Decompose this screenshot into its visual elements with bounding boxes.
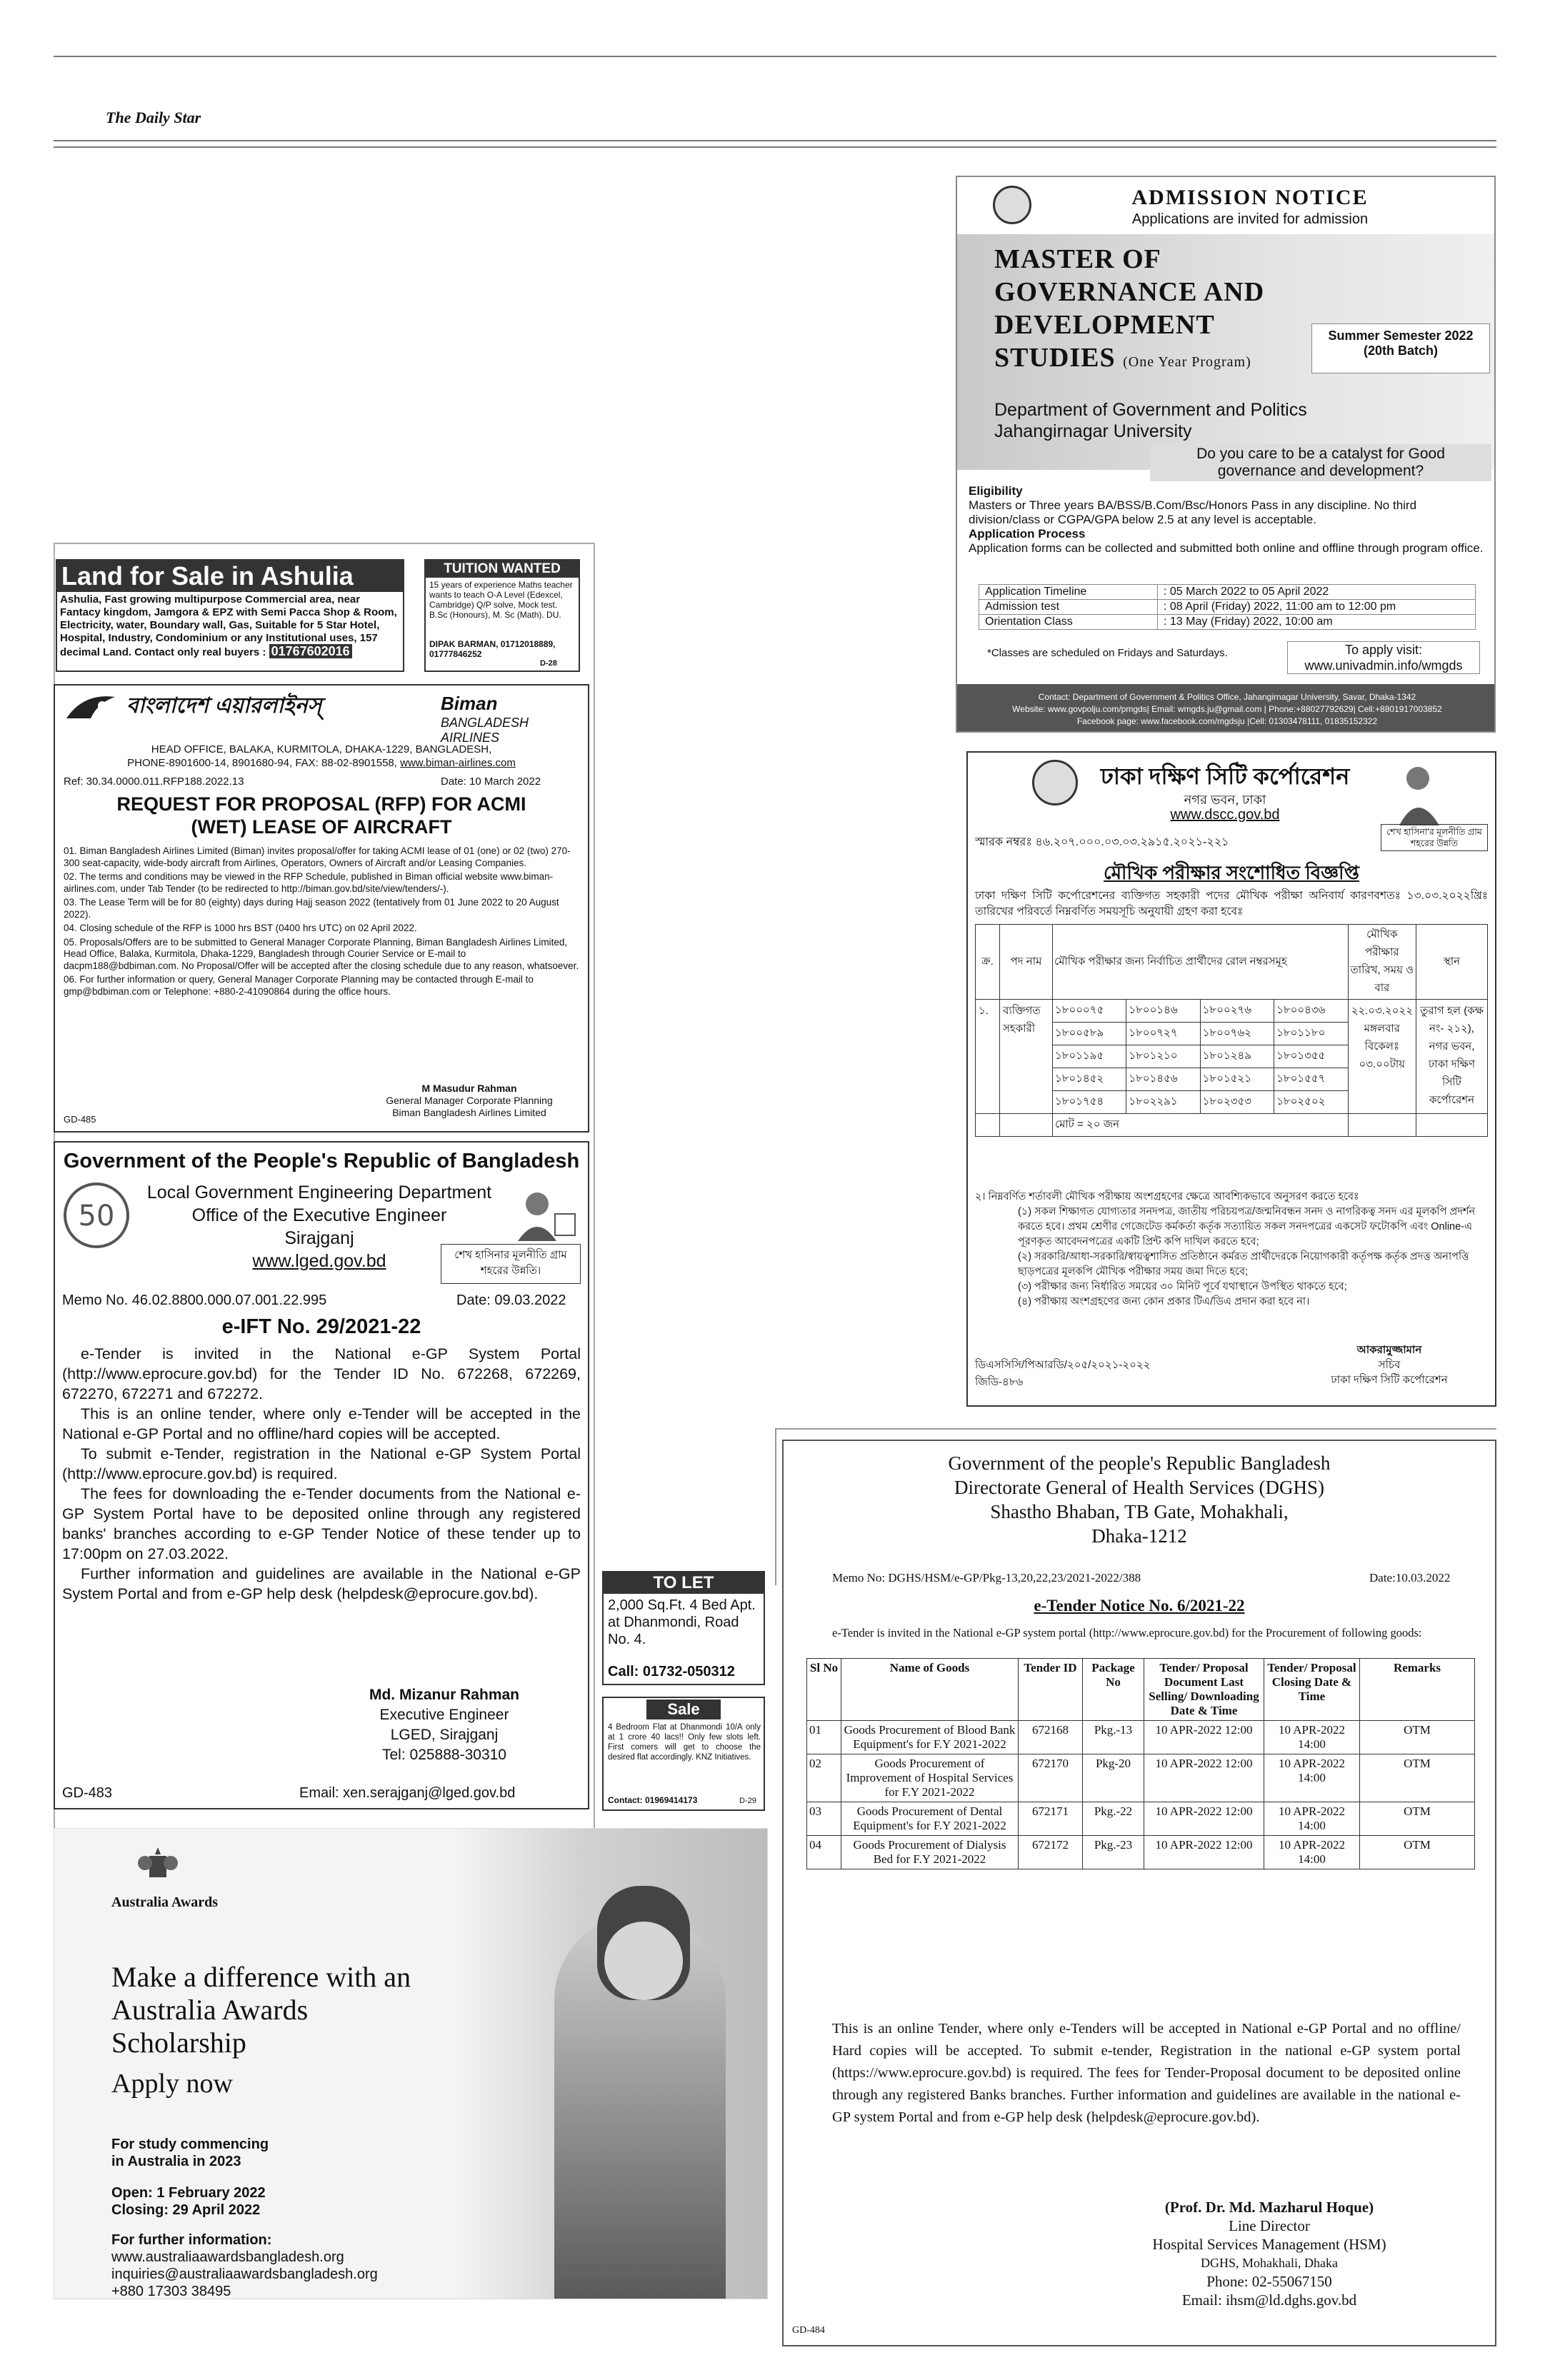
dscc-col-header: মৌখিক পরীক্ষার তারিখ, সময় ও বার xyxy=(1348,925,1416,1000)
australia-web-link[interactable]: www.australiaawardsbangladesh.org xyxy=(111,2249,344,2265)
masthead: The Daily Star xyxy=(106,109,201,126)
dghs-remarks: OTM xyxy=(1360,1754,1475,1802)
dghs-col-header: Remarks xyxy=(1360,1659,1475,1721)
biman-web-link[interactable]: www.biman-airlines.com xyxy=(400,757,516,769)
land-title: Land for Sale in Ashulia xyxy=(57,561,403,592)
tuition-code: D-28 xyxy=(540,659,557,668)
lged-notice xyxy=(54,1141,589,1809)
dghs-signer-addr: DGHS, Mohakhali, Dhaka xyxy=(1201,2256,1338,2270)
roll-cell: ১৮০০২৭৬ xyxy=(1200,1000,1274,1023)
biman-item: 04. Closing schedule of the RFP is 1000 hrs BST (0400 hrs UTC) on 02 April 2022. xyxy=(64,923,417,933)
dghs-last-date: 10 APR-2022 12:00 xyxy=(1144,1754,1264,1802)
sale-ad xyxy=(602,1697,765,1811)
biman-ref: Ref: 30.34.0000.011.RFP188.2022.13 xyxy=(64,775,244,788)
roll-cell: ১৮০১৭৫৪ xyxy=(1053,1091,1126,1114)
lged-web-link[interactable]: www.lged.gov.bd xyxy=(252,1251,386,1271)
lged-email[interactable]: Email: xen.serajganj@lged.gov.bd xyxy=(299,1785,516,1801)
dscc-signature xyxy=(1296,1342,1482,1387)
dghs-header-line: Government of the people's Republic Bangladesh xyxy=(948,1452,1331,1474)
lged-para: To submit e-Tender, registration in the National e-GP System Portal (http://www.eprocure.gov.bd) is required. xyxy=(62,1445,581,1482)
program-note: (One Year Program) xyxy=(1123,354,1251,370)
process-heading: Application Process xyxy=(969,527,1086,541)
tolet-call: Call: 01732-050312 xyxy=(608,1664,735,1679)
header-rule-1 xyxy=(54,140,1496,141)
australia-email[interactable]: inquiries@australiaawardsbangladesh.org xyxy=(111,2266,378,2282)
timeline-value: : 08 April (Friday) 2022, 11:00 am to 12:00 pm xyxy=(1158,600,1476,615)
tolet-body: 2,000 Sq.Ft. 4 Bed Apt. at Dhanmondi, Road No. 4. xyxy=(608,1597,756,1647)
dscc-table-header xyxy=(976,925,1488,1000)
program-title xyxy=(994,243,1264,378)
dghs-header xyxy=(784,1451,1495,1548)
header-rule-2 xyxy=(54,146,1496,148)
program-line: MASTER OF xyxy=(994,244,1161,274)
study-line: in Australia in 2023 xyxy=(111,2154,241,2169)
roll-cell: ১৮০১৫৫৭ xyxy=(1274,1068,1348,1091)
svg-text:50: 50 xyxy=(78,1200,115,1232)
dghs-close-date: 10 APR-2022 14:00 xyxy=(1264,1754,1360,1802)
biman-item: 01. Biman Bangladesh Airlines Limited (Biman) invites proposal/offer for taking ACMI lease of 01 (one) or 02 (two) 270-300 seat-capacity, wide-body aircraft from Airlines, Operators, Owners of Aircraft and/or Leasing Companies. xyxy=(64,845,571,868)
timeline-label: Admission test xyxy=(979,600,1158,615)
classes-note: *Classes are scheduled on Fridays and Saturdays. xyxy=(987,647,1228,659)
university-name: Jahangirnagar University xyxy=(994,421,1192,441)
program-banner xyxy=(957,234,1496,470)
lged-date: Date: 09.03.2022 xyxy=(456,1292,566,1308)
dscc-code: জিডি-৪৮৬ xyxy=(975,1376,1024,1388)
biman-item: 05. Proposals/Offers are to be submitted to General Manager Corporate Planning, Biman Bangladesh Airlines Limited, Head Office, Balaka, Kurmitola, Dhaka-1229, Bangladesh through Courier Service or E-mail to dacpm188@bdbiman.com. No Proposal/Offer will be accepted after the closing schedule due to any reason, whatsoever. xyxy=(64,936,579,971)
roll-cell: ১৮০১৪৫৬ xyxy=(1126,1068,1200,1091)
dghs-col-header: Tender ID xyxy=(1019,1659,1083,1721)
dghs-email[interactable]: Email: ihsm@ld.dghs.gov.bd xyxy=(1181,2291,1357,2309)
roll-cell: ১৮০২২৯১ xyxy=(1126,1091,1200,1114)
closing-date: Closing: 29 April 2022 xyxy=(111,2202,261,2218)
program-line: STUDIES xyxy=(994,343,1116,373)
dghs-tender-id: 672170 xyxy=(1019,1754,1083,1802)
lged-para: Further information and guidelines are available in the National e-GP System Portal and from e-GP help desk (helpdesk@eprocure.gov.bd). xyxy=(62,1565,581,1602)
biman-rfp xyxy=(54,684,589,1133)
dghs-goods: Goods Procurement of Dental Equipment's for F.Y 2021-2022 xyxy=(841,1802,1019,1836)
process-text: Application forms can be collected and submitted both online and offline through program office. xyxy=(969,541,1484,555)
sale-org: KNZ Initiatives. xyxy=(696,1753,751,1762)
australia-study xyxy=(111,2136,269,2170)
dscc-heading: মৌখিক পরীক্ষার সংশোধিত বিজ্ঞপ্তি xyxy=(1104,862,1359,883)
lged-signer-title: Executive Engineer xyxy=(379,1707,509,1723)
biman-date: Date: 10 March 2022 xyxy=(441,775,541,788)
portrait-icon xyxy=(512,1185,576,1242)
tolet-title: TO LET xyxy=(604,1572,764,1594)
timeline-row xyxy=(979,600,1476,615)
dscc-badge: শেখ হাসিনা'র মূলনীতি গ্রাম শহরের উন্নতি xyxy=(1381,824,1488,851)
biman-heading-line: (WET) LEASE OF AIRCRAFT xyxy=(191,816,452,838)
dghs-remarks: OTM xyxy=(1360,1721,1475,1754)
dghs-body: This is an online Tender, where only e-Tenders will be accepted in National e-GP Portal and no offline/ Hard copies will be accepted. To submit e-tender, Registration in the national e-GP system portal (https://www.eprocure.gov.bd) is required. The fees for Tender-Proposal document to be deposited online through any registered Banks branches. Further information and guidelines are available in the national e-GP system Portal and from e-GP help desk (helpdesk@eprocure.gov.bd). xyxy=(832,2021,1461,2125)
dscc-notes xyxy=(975,1190,1488,1310)
australia-apply[interactable]: Apply now xyxy=(111,2069,233,2099)
apply-box xyxy=(1287,641,1480,674)
dscc-note-no: ২। xyxy=(975,1191,986,1202)
connector-rule xyxy=(775,1428,776,1585)
apply-label: To apply visit: xyxy=(1344,643,1423,657)
biman-item: 02. The terms and conditions may be viewed in the RFP Schedule, published in Biman official website www.biman-airlines.com, under Tab Tender (to be redirected to http://biman.gov.bd/site/view/tenders/-). xyxy=(64,871,554,894)
dghs-sl: 03 xyxy=(807,1802,841,1836)
timeline-label: Orientation Class xyxy=(979,615,1158,630)
australia-phone: +880 17303 38495 xyxy=(111,2284,231,2299)
timeline-row xyxy=(979,585,1476,600)
dscc-col-header: পদ নাম xyxy=(1000,925,1053,1000)
dghs-goods: Goods Procurement of Blood Bank Equipment's for F.Y 2021-2022 xyxy=(841,1721,1019,1754)
eligibility-heading: Eligibility xyxy=(969,484,1023,498)
admission-body xyxy=(969,484,1490,556)
dghs-last-date: 10 APR-2022 12:00 xyxy=(1144,1721,1264,1754)
connector-rule xyxy=(775,1428,1496,1430)
biman-address: HEAD OFFICE, BALAKA, KURMITOLA, DHAKA-1229, BANGLADESH, xyxy=(151,743,492,755)
dghs-sl: 02 xyxy=(807,1754,841,1802)
admission-subtitle: Applications are invited for admission xyxy=(1131,211,1369,227)
dghs-table-header xyxy=(807,1659,1475,1721)
lged-signature xyxy=(305,1685,584,1765)
dscc-note-heading: নিম্নবর্ণিত শর্তাবলী মৌখিক পরীক্ষায় অংশগ্রহণের ক্ষেত্রে আবশ্যিকভাবে অনুসরণ করতে হবেঃ xyxy=(988,1191,1359,1202)
lged-signer-org: LGED, Sirajganj xyxy=(390,1727,499,1743)
program-line: GOVERNANCE AND xyxy=(994,277,1265,307)
dghs-close-date: 10 APR-2022 14:00 xyxy=(1264,1721,1360,1754)
dghs-table xyxy=(806,1658,1475,1869)
sale-contact: Contact: 01969414173 xyxy=(608,1795,698,1805)
dghs-col-header: Tender/ Proposal Closing Date & Time xyxy=(1264,1659,1360,1721)
dghs-intro: e-Tender is invited in the National e-GP system portal (http://www.eprocure.gov.bd) for the Procurement of following goods: xyxy=(832,1626,1422,1640)
dghs-date: Date:10.03.2022 xyxy=(1369,1571,1451,1585)
australia-brand: Australia Awards xyxy=(111,1894,219,1910)
biman-heading xyxy=(55,793,588,838)
dscc-venue: তুরাগ হল (কক্ষ নং- ২১২), নগর ভবন, ঢাকা দক্ষিণ সিটি কর্পোরেশন xyxy=(1416,1000,1488,1114)
catalyst-question: Do you care to be a catalyst for Good governance and development? xyxy=(1150,444,1491,481)
lged-signer: Md. Mizanur Rahman xyxy=(369,1687,519,1703)
biman-items xyxy=(64,845,581,998)
open-date: Open: 1 February 2022 xyxy=(111,2185,266,2201)
apply-url[interactable]: www.univadmin.info/wmgds xyxy=(1304,658,1463,673)
australia-headline: Make a difference with an Australia Awards Scholarship xyxy=(111,1961,411,2059)
sale-body xyxy=(608,1722,761,1762)
dghs-col-header: Sl No xyxy=(807,1659,841,1721)
table-row xyxy=(807,1754,1475,1802)
dghs-package: Pkg.-13 xyxy=(1083,1721,1144,1754)
roll-cell: ১৮০০৭৬২ xyxy=(1200,1023,1274,1045)
table-row xyxy=(976,1000,1488,1023)
dscc-signer-org: ঢাকা দক্ষিণ সিটি কর্পোরেশন xyxy=(1331,1374,1448,1386)
dscc-row-no: ১. xyxy=(976,1000,1000,1114)
table-row xyxy=(807,1836,1475,1869)
roll-cell: ১৮০১১৯৫ xyxy=(1053,1045,1126,1068)
scholar-face xyxy=(604,1922,683,2000)
timeline-value: : 05 March 2022 to 05 April 2022 xyxy=(1158,585,1476,600)
tuition-contact: DIPAK BARMAN, 01712018889, 01777846252 xyxy=(429,639,556,659)
study-line: For study commencing xyxy=(111,2137,269,2152)
tuition-ad xyxy=(424,559,580,672)
dghs-sl: 04 xyxy=(807,1836,841,1869)
tuition-body: 15 years of experience Maths teacher wants to teach O-A Level (Edexcel, Cambridge) Q/P solve, Mock test. B.Sc (Honours), M. Sc (Math). DU. xyxy=(429,580,573,620)
lged-gov: Government of the People's Republic of Bangladesh xyxy=(63,1150,580,1173)
dghs-col-header: Tender/ Proposal Document Last Selling/ Downloading Date & Time xyxy=(1144,1659,1264,1721)
dghs-col-header: Package No xyxy=(1083,1659,1144,1721)
dscc-signer-title: সচিব xyxy=(1378,1359,1401,1371)
dghs-header-line: Shastho Bhaban, TB Gate, Mohakhali, xyxy=(990,1501,1289,1522)
dscc-title: ঢাকা দক্ষিণ সিটি কর্পোরেশন xyxy=(1100,763,1350,789)
sale-text: 4 Bedroom Flat at Dhanmondi 10/A only at 1 crore 40 lacs!! Only few slots left. First comers will get to choose the desired flat accordingly. xyxy=(608,1723,761,1762)
dghs-close-date: 10 APR-2022 14:00 xyxy=(1264,1836,1360,1869)
lged-ift-heading: e-IFT No. 29/2021-22 xyxy=(221,1315,421,1338)
dscc-table xyxy=(975,924,1488,1137)
dscc-note: (৪) পরীক্ষায় অংশগ্রহণের জন্য কোন প্রকার টিএ/ডিএ প্রদান করা হবে না। xyxy=(1018,1296,1310,1307)
dghs-header-line: Directorate General of Health Services (DGHS) xyxy=(954,1477,1325,1498)
lged-place: Sirajganj xyxy=(284,1228,354,1248)
lged-dept: Local Government Engineering Department xyxy=(146,1183,492,1202)
roll-cell: ১৮০১২১০ xyxy=(1126,1045,1200,1068)
dscc-total: মোট = ২০ জন xyxy=(1053,1114,1349,1137)
roll-cell: ১৮০২৫০২ xyxy=(1274,1091,1348,1114)
dghs-sl: 01 xyxy=(807,1721,841,1754)
dghs-package: Pkg-20 xyxy=(1083,1754,1144,1802)
roll-cell: ১৮০০০৭৫ xyxy=(1053,1000,1126,1023)
dghs-last-date: 10 APR-2022 12:00 xyxy=(1144,1802,1264,1836)
program-line: DEVELOPMENT xyxy=(994,310,1215,340)
dscc-col-header: মৌখিক পরীক্ষার জন্য নির্বাচিত প্রার্থীদের রোল নম্বরসমূহ xyxy=(1053,925,1349,1000)
dghs-signer: (Prof. Dr. Md. Mazharul Hoque) xyxy=(1164,2199,1374,2216)
bangladesh-50-logo-icon xyxy=(61,1180,132,1251)
dscc-seal-icon xyxy=(1032,760,1078,805)
australia-crest-icon xyxy=(129,1846,186,1889)
lged-code: GD-483 xyxy=(62,1785,113,1801)
biman-logo-text: Biman xyxy=(441,693,498,714)
info-heading: For further information: xyxy=(111,2232,272,2248)
dscc-notice xyxy=(966,751,1496,1407)
roll-cell: ১৮০১২৪৯ xyxy=(1200,1045,1274,1068)
contact-line: Website: www.govpolju.com/pmgds| Email: wmgds.ju@gmail.com | Phone:+88027792629| Cell:+8801917003852 xyxy=(1012,704,1442,714)
top-rule xyxy=(54,56,1496,57)
dscc-subtitle: নগর ভবন, ঢাকা xyxy=(1184,793,1266,807)
dghs-phone: Phone: 02-55067150 xyxy=(1206,2273,1332,2290)
dghs-signature xyxy=(1084,2198,1455,2309)
dghs-notice xyxy=(782,1440,1496,2346)
timeline-table xyxy=(979,584,1476,630)
roll-cell: ১৮০১১৮০ xyxy=(1274,1023,1348,1045)
portrait-icon xyxy=(1396,757,1446,828)
contact-line: Facebook page: www.facebook.com/mgdsju |Cell: 01303478111, 01835152322 xyxy=(1076,716,1378,726)
dscc-intro: ঢাকা দক্ষিণ সিটি কর্পোরেশনের ব্যক্তিগত সহকারী পদের মৌখিক পরীক্ষা অনিবার্য কারণবশতঃ ১৩.০৩.২০২২খ্রিঃ তারিখের পরিবর্তে নিম্নবর্ণিত সময়সূচি অনুযায়ী গ্রহণ করা হবেঃ xyxy=(975,890,1488,918)
dghs-remarks: OTM xyxy=(1360,1836,1475,1869)
dept-name: Department of Government and Politics xyxy=(994,400,1307,420)
tuition-title: TUITION WANTED xyxy=(426,561,579,578)
admission-notice xyxy=(956,176,1496,733)
dghs-signer-org: Hospital Services Management (HSM) xyxy=(1152,2236,1386,2253)
roll-cell: ১৮০০১৪৬ xyxy=(1126,1000,1200,1023)
australia-awards-ad xyxy=(54,1828,768,2299)
dscc-post: ব্যক্তিগত সহকারী xyxy=(1000,1000,1053,1114)
timeline-row xyxy=(979,615,1476,630)
tolet-ad xyxy=(602,1571,765,1685)
batch: (20th Batch) xyxy=(1363,343,1438,358)
lged-memo: Memo No. 46.02.8800.000.07.001.22.995 xyxy=(62,1292,327,1308)
dscc-memo: স্মারক নম্বরঃ ৪৬.২০৭.০০০.০৩.০৩.২৯১৫.২০২১-২২১ xyxy=(975,836,1229,848)
dghs-tender-id: 672172 xyxy=(1019,1836,1083,1869)
sale-code: D-29 xyxy=(739,1797,756,1805)
semester-box xyxy=(1311,323,1490,373)
lged-paras xyxy=(62,1344,581,1604)
biman-heading-line: REQUEST FOR PROPOSAL (RFP) FOR ACMI xyxy=(116,793,526,815)
dghs-goods: Goods Procurement of Improvement of Hospital Services for F.Y 2021-2022 xyxy=(841,1754,1019,1802)
dghs-col-header: Name of Goods xyxy=(841,1659,1019,1721)
biman-signer: M Masudur Rahman xyxy=(421,1083,517,1094)
land-text: Ashulia, Fast growing multipurpose Commercial area, near Fantacy kingdom, Jamgora & EPZ with Semi Pacca Shop & Room, Electricity, water, Boundary wall, Gas, Suitable for 5 Star Hotel, Hospital, Industry, Condominium or any Institutional uses, 157 decimal Land. Contact only real buyers : xyxy=(60,593,397,658)
biman-item: 06. For further information or query, General Manager Corporate Planning may be contacted through E-mail to gmp@bdbiman.com or Telephone: +880-2-41090864 during the office hours. xyxy=(64,974,534,997)
biman-signer-title: General Manager Corporate Planning xyxy=(386,1095,553,1106)
biman-address-block xyxy=(55,743,588,770)
semester: Summer Semester 2022 xyxy=(1328,328,1474,343)
biman-name: BANGLADESH AIRLINES xyxy=(441,715,529,745)
timeline-label: Application Timeline xyxy=(979,585,1158,600)
biman-signature xyxy=(362,1083,576,1119)
australia-dates xyxy=(111,2184,266,2219)
dghs-signer-title: Line Director xyxy=(1229,2217,1310,2234)
lged-tel: Tel: 025888-30310 xyxy=(382,1747,506,1763)
biman-signer-org: Biman Bangladesh Airlines Limited xyxy=(392,1107,546,1118)
dscc-note: (৩) পরীক্ষার জন্য নির্ধারিত সময়ের ৩০ মিনিট পূর্বে যথাস্থানে উপস্থিত থাকতে হবে; xyxy=(1018,1281,1347,1292)
dghs-heading: e-Tender Notice No. 6/2021-22 xyxy=(1034,1597,1245,1615)
dscc-web-link[interactable]: www.dscc.gov.bd xyxy=(1170,807,1280,823)
admission-contact-bar xyxy=(957,684,1496,733)
roll-cell: ১৮০১৫২১ xyxy=(1200,1068,1274,1091)
dscc-signer: আকরামুজ্জামান xyxy=(1356,1344,1422,1356)
land-phone: 01767602016 xyxy=(269,644,352,658)
dghs-package: Pkg.-22 xyxy=(1083,1802,1144,1836)
australia-info xyxy=(111,2231,378,2299)
dghs-header-line: Dhaka-1212 xyxy=(1091,1525,1187,1547)
lged-para: This is an online tender, where only e-Tender will be accepted in the National e-GP Portal and no offline/hard copies will be accepted. xyxy=(62,1405,581,1442)
roll-cell: ১৮০১৩৫৫ xyxy=(1274,1045,1348,1068)
biman-item: 03. The Lease Term will be for 80 (eighty) days during Hajj season 2022 (tentatively from 01 June 2022 to 20 August 2022). xyxy=(64,897,559,920)
dghs-last-date: 10 APR-2022 12:00 xyxy=(1144,1836,1264,1869)
eligibility-text: Masters or Three years BA/BSS/B.Com/Bsc/Honors Pass in any discipline. No third division/class or CGPA/GPA below 2.5 at any level is acceptable. xyxy=(969,498,1417,526)
dscc-note: (২) সরকারি/আধা-সরকারি/স্বায়ত্বশাসিত প্রতিষ্ঠানে কর্মরত প্রার্থীদেরকে নিয়োগকারী কর্তৃপক্ষ কর্তৃক প্রদত্ত অনাপত্তি ছাড়পত্রের মূলকপি মৌখিক পরীক্ষার সময় জমা দিতে হবে; xyxy=(1018,1251,1469,1277)
land-body xyxy=(60,593,401,659)
table-row xyxy=(807,1802,1475,1836)
sale-title: Sale xyxy=(646,1699,721,1719)
dscc-ref: ডিএসসিসি/পিআরডি/২০৫/২০২১-২০২২ xyxy=(975,1359,1151,1371)
dghs-close-date: 10 APR-2022 14:00 xyxy=(1264,1802,1360,1836)
land-sale-ad xyxy=(56,559,404,672)
table-row xyxy=(976,1114,1488,1137)
table-row xyxy=(807,1721,1475,1754)
dghs-tender-id: 672171 xyxy=(1019,1802,1083,1836)
biman-code: GD-485 xyxy=(64,1114,96,1125)
roll-cell: ১৮০০৪৩৬ xyxy=(1274,1000,1348,1023)
dscc-col-header: স্থান xyxy=(1416,925,1488,1000)
roll-cell: ১৮০১৪৫২ xyxy=(1053,1068,1126,1091)
biman-logo-icon xyxy=(62,690,119,725)
contact-line: Contact: Department of Government & Politics Office, Jahangirnagar University, Savar, Dhaka-1342 xyxy=(1038,692,1416,702)
ju-crest-icon xyxy=(993,186,1031,224)
roll-cell: ১৮০২৩৫৩ xyxy=(1200,1091,1274,1114)
biman-bangla-name: বাংলাদেশ এয়ারলাইনস্ xyxy=(126,694,322,718)
dghs-goods: Goods Procurement of Dialysis Bed for F.Y 2021-2022 xyxy=(841,1836,1019,1869)
dghs-remarks: OTM xyxy=(1360,1802,1475,1836)
timeline-value: : 13 May (Friday) 2022, 10:00 am xyxy=(1158,615,1476,630)
dghs-tender-id: 672168 xyxy=(1019,1721,1083,1754)
lged-office: Office of the Executive Engineer xyxy=(191,1205,447,1225)
roll-cell: ১৮০০৫৮৯ xyxy=(1053,1023,1126,1045)
biman-phone: PHONE-8901600-14, 8901680-94, FAX: 88-02-8901558, xyxy=(127,757,397,769)
lged-badge: শেখ হাসিনার মূলনীতি গ্রাম শহরের উন্নতি। xyxy=(441,1244,581,1284)
lged-para: e-Tender is invited in the National e-GP System Portal (http://www.eprocure.gov.bd) for the Tender ID No. 672268, 672269, 672270, 672271 and 672272. xyxy=(62,1345,581,1402)
dghs-package: Pkg.-23 xyxy=(1083,1836,1144,1869)
lged-para: The fees for downloading the e-Tender documents from the National e-GP System Portal have to be deposited online through any registered banks' branches according to e-GP Tender Notice of these tender up to 17:00pm on 27.03.2022. xyxy=(62,1485,581,1562)
dscc-note: (১) সকল শিক্ষাগত যোগ্যতার সনদপত্র, জাতীয় পরিচয়পত্র/জন্মনিবন্ধন সনদ ও নাগরিকত্ব সনদ এর মূলকপি প্রদর্শন করতে হবে। প্রথম শ্রেণীর গেজেটেড কর্মকর্তা কর্তৃক সত্যায়িত সকল সনদপত্রের একসেট ফটোকপি এবং Online-এ পূরণকৃত আবেদনপত্রের একটি প্রিন্ট কপি দাখিল করতে হবে; xyxy=(1018,1206,1476,1247)
dghs-memo: Memo No: DGHS/HSM/e-GP/Pkg-13,20,22,23/2021-2022/388 xyxy=(832,1571,1141,1585)
dscc-col-header: ক্র. xyxy=(976,925,1000,1000)
roll-cell: ১৮০০৭২৭ xyxy=(1126,1023,1200,1045)
dscc-exam-time: ২২.০৩.২০২২ মঙ্গলবার বিকেলঃ ০৩.০০টায় xyxy=(1348,1000,1416,1114)
dghs-code: GD-484 xyxy=(792,2325,825,2336)
admission-title: ADMISSION NOTICE xyxy=(1131,186,1369,209)
